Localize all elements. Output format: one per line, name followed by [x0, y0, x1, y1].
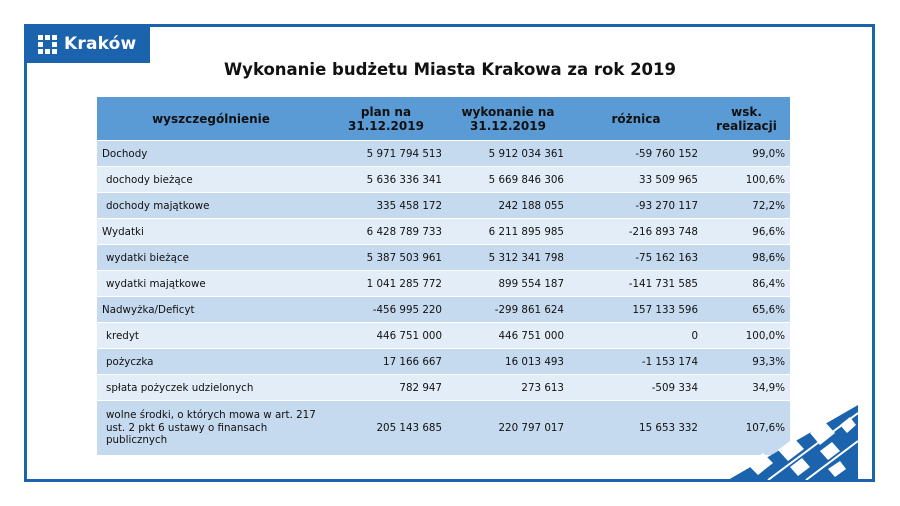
plan-cell: -456 995 220: [325, 297, 447, 323]
page-title: Wykonanie budżetu Miasta Krakowa za rok 2019: [223, 60, 677, 79]
wykonanie-cell: 5 312 341 798: [447, 245, 569, 271]
row-label: kredyt: [97, 323, 325, 349]
column-header: różnica: [569, 97, 703, 141]
wsk-cell: 93,3%: [703, 349, 790, 375]
wsk-cell: 100,0%: [703, 323, 790, 349]
plan-cell: 1 041 285 772: [325, 271, 447, 297]
wykonanie-cell: 5 912 034 361: [447, 141, 569, 167]
column-header: plan na 31.12.2019: [325, 97, 447, 141]
wsk-cell: 72,2%: [703, 193, 790, 219]
column-header: wsk. realizacji: [703, 97, 790, 141]
roznica-cell: 0: [569, 323, 703, 349]
row-label: wolne środki, o których mowa w art. 217 ust. 2 pkt 6 ustawy o finansach publicznych: [97, 401, 325, 456]
table-row: [97, 245, 790, 271]
table-row: [97, 349, 790, 375]
wykonanie-cell: 6 211 895 985: [447, 219, 569, 245]
row-label: spłata pożyczek udzielonych: [97, 375, 325, 401]
krakow-logo: [25, 25, 150, 63]
wsk-cell: 100,6%: [703, 167, 790, 193]
wykonanie-cell: -299 861 624: [447, 297, 569, 323]
wsk-cell: 107,6%: [703, 401, 790, 456]
plan-cell: 5 636 336 341: [325, 167, 447, 193]
plan-cell: 5 971 794 513: [325, 141, 447, 167]
roznica-cell: -59 760 152: [569, 141, 703, 167]
table-row: [97, 297, 790, 323]
wsk-cell: 96,6%: [703, 219, 790, 245]
table-row: [97, 401, 790, 456]
roznica-cell: 33 509 965: [569, 167, 703, 193]
wykonanie-cell: 16 013 493: [447, 349, 569, 375]
krakow-logo-icon: [38, 35, 57, 54]
roznica-cell: 15 653 332: [569, 401, 703, 456]
column-header: wykonanie na 31.12.2019: [447, 97, 569, 141]
table-row: [97, 141, 790, 167]
wsk-cell: 34,9%: [703, 375, 790, 401]
row-label: dochody majątkowe: [97, 193, 325, 219]
column-header: wyszczególnienie: [97, 97, 325, 141]
wykonanie-cell: 242 188 055: [447, 193, 569, 219]
table-row: [97, 323, 790, 349]
table-row: [97, 271, 790, 297]
plan-cell: 17 166 667: [325, 349, 447, 375]
row-label: Wydatki: [97, 219, 325, 245]
roznica-cell: -216 893 748: [569, 219, 703, 245]
row-label: Dochody: [97, 141, 325, 167]
table-header-row: [97, 97, 790, 141]
wsk-cell: 86,4%: [703, 271, 790, 297]
roznica-cell: -93 270 117: [569, 193, 703, 219]
row-label: wydatki majątkowe: [97, 271, 325, 297]
wykonanie-cell: 220 797 017: [447, 401, 569, 456]
wsk-cell: 65,6%: [703, 297, 790, 323]
wykonanie-cell: 273 613: [447, 375, 569, 401]
plan-cell: 205 143 685: [325, 401, 447, 456]
table-row: [97, 219, 790, 245]
table-row: [97, 375, 790, 401]
plan-cell: 335 458 172: [325, 193, 447, 219]
row-label: wydatki bieżące: [97, 245, 325, 271]
wsk-cell: 99,0%: [703, 141, 790, 167]
plan-cell: 446 751 000: [325, 323, 447, 349]
row-label: Nadwyżka/Deficyt: [97, 297, 325, 323]
wykonanie-cell: 5 669 846 306: [447, 167, 569, 193]
table-row: [97, 167, 790, 193]
roznica-cell: -75 162 163: [569, 245, 703, 271]
wykonanie-cell: 899 554 187: [447, 271, 569, 297]
plan-cell: 6 428 789 733: [325, 219, 447, 245]
plan-cell: 782 947: [325, 375, 447, 401]
row-label: dochody bieżące: [97, 167, 325, 193]
wsk-cell: 98,6%: [703, 245, 790, 271]
row-label: pożyczka: [97, 349, 325, 375]
roznica-cell: -1 153 174: [569, 349, 703, 375]
plan-cell: 5 387 503 961: [325, 245, 447, 271]
logo-text: Kraków: [64, 34, 137, 54]
roznica-cell: 157 133 596: [569, 297, 703, 323]
roznica-cell: -141 731 585: [569, 271, 703, 297]
krakow-pattern-decoration: [728, 405, 858, 480]
roznica-cell: -509 334: [569, 375, 703, 401]
wykonanie-cell: 446 751 000: [447, 323, 569, 349]
budget-table: [97, 97, 790, 455]
table-row: [97, 193, 790, 219]
